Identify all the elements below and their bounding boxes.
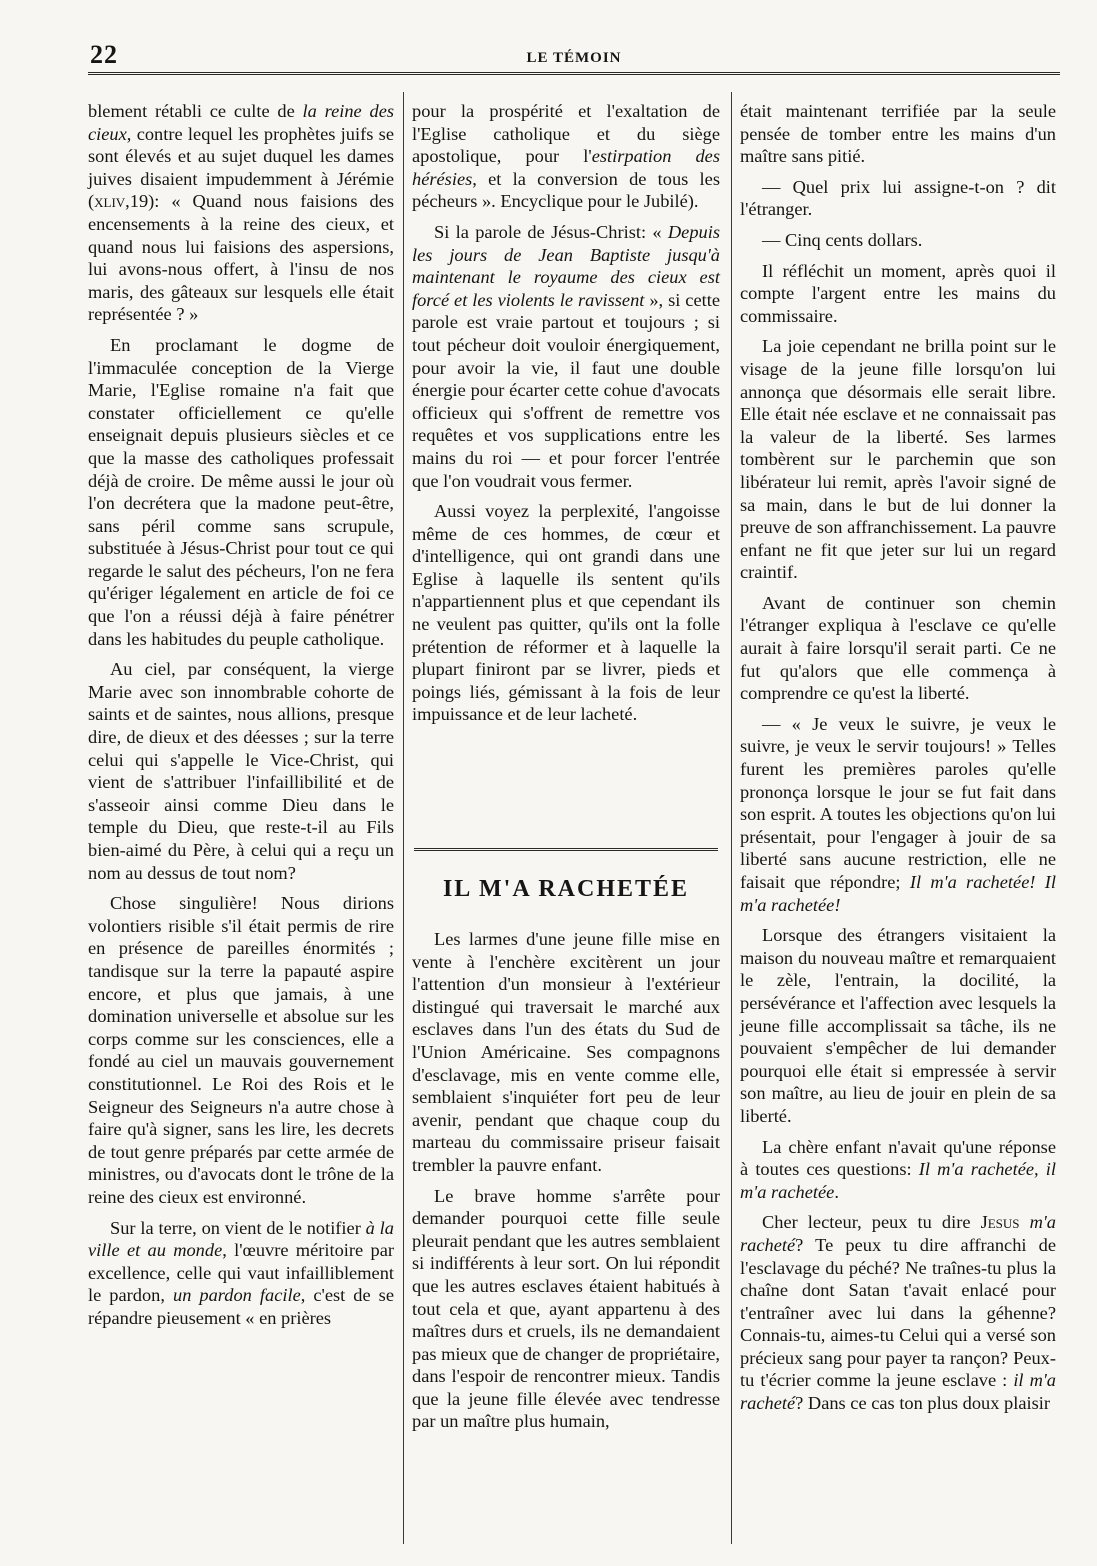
paragraph: Chose singulière! Nous dirions volontiers risible s'il était permis de rire en présence de pareilles énormités ; tandisque sur la terre la papauté aspire encore, et plus que jamais, à une domination universelle et absolue sur les corps comme sur les consciences, elle a fondé au ciel un mauvais gouvernement constitutionnel. Le Roi des Rois et le Seigneur des Seigneurs n'a autre chose à faire qu'à signer, sans les lire, les decrets de tout genre préparés par cette armée de ministres, ou d'avocats dont le trône de la reine des cieux est environné. — [88, 893, 394, 1207]
page-number: 22 — [90, 40, 118, 69]
paragraph: Avant de continuer son chemin l'étranger expliqua à l'esclave ce qu'elle aurait à faire lorsqu'il serait parti. Ce ne fut qu'alors que elle commença à comprendre ce qu'est la liberté. — [740, 592, 1056, 704]
paragraph: — Cinq cents dollars. — [762, 229, 923, 250]
paragraph: Lorsque des étrangers visitaient la maison du nouveau maître et remarquaient le zèle, l'entrain, la docilité, la persévérance et l'affection avec lesquels la jeune fille accomplissait sa tâche, ils ne pouvaient s'empêcher de lui demander pourquoi elle était si empressée à servir son maître, au lieu de jouir en plein de sa liberté. — [740, 925, 1056, 1126]
paragraph: Il réfléchit un moment, après quoi il compte l'argent entre les mains du commissaire. — [740, 260, 1056, 326]
section-title: IL M'A RACHETÉE — [442, 876, 690, 902]
paragraph: Aussi voyez la perplexité, l'angoisse même de ces hommes, de cœur et d'intelligence, qui ont grandi dans une Eglise à laquelle ils sentent qu'ils n'appartiennent plus et que cependant ils ne veulent pas quitter, qu'ils ont la folle prétention de réformer et à laquelle la plupart finiront par se livrer, pieds et poings liés, gémissant à la fois de leur impuissance et de leur lacheté. — [412, 501, 720, 725]
column-left — [88, 100, 394, 1329]
paragraph: Le brave homme s'arrête pour demander pourquoi cette fille seule pleurait pendant que les autres semblaient si indifférents à leur sort. On lui répondit que les autres esclaves étaient habitués à tout cela et que, ayant appartenu à des maîtres durs et cruels, ils ne demandaient pas mieux que de changer de propriétaire, dans l'espoir de rencontrer mieux. Tandis que la jeune fille élevée avec tendresse par un maître plus humain, — [412, 1185, 720, 1432]
paragraph: Sur la terre, on vient de le notifier à la ville et au monde, l'œuvre méritoire par excellence, celle qui vaut infailliblement le pardon, un pardon facile, c'est de se répandre pieusement « en prières — [88, 1217, 395, 1328]
paragraph: blement rétabli ce culte de la reine des cieux, contre lequel les prophètes juifs se sont élevés et au sujet duquel les dames juives disaient impudemment à Jérémie (xliv,19): « Quand nous faisions des encensements à la reine des cieux, et quand nous lui faisions des aspersions, lui avons-nous offert, à l'insu de nos maris, des gâteaux sur lesquels elle était représentée ? » — [88, 101, 395, 325]
paragraph: était maintenant terrifiée par la seule pensée de tomber entre les mains d'un maître sans pitié. — [740, 101, 1056, 167]
paragraph: La chère enfant n'avait qu'une réponse à toutes ces questions: Il m'a rachetée, il m'a rachetée. — [740, 1136, 1056, 1202]
header-rule — [88, 72, 1060, 75]
page-header — [90, 40, 1058, 68]
section-rule — [414, 848, 718, 851]
column-divider — [731, 92, 732, 1544]
paragraph: La joie cependant ne brilla point sur le visage de la jeune fille lorsqu'on lui annonça que désormais elle serait libre. Elle était née esclave et ne connaissait pas la valeur de la liberté. Ses larmes tombèrent sur le parchemin que son libérateur lui remit, après l'avoir signé de sa main, dans le but de lui donner la preuve de son affranchissement. La pauvre enfant ne fit que jeter sur lui un regard craintif. — [740, 336, 1056, 583]
paragraph: — « Je veux le suivre, je veux le suivre, je veux le servir toujours! » Telles furent les premières paroles qu'elle prononça lorsque le jour se fut fait dans son esprit. A toutes les objections qu'on lui présentait, pour l'engager à jouir de sa liberté sans aucune restriction, elle ne faisait que répondre; Il m'a rachetée! Il m'a rachetée! — [740, 713, 1057, 915]
column-right — [740, 100, 1056, 1415]
paragraph: pour la prospérité et l'exaltation de l'Eglise catholique et du siège apostolique, pour l'estirpation des hérésies, et la conversion de tous les pécheurs ». Encyclique pour le Jubilé). — [412, 101, 721, 212]
journal-title: LE TÉMOIN — [526, 50, 622, 66]
paragraph: Au ciel, par conséquent, la vierge Marie avec son innombrable cohorte de saints et de saintes, nous allions, presque dire, de dieux et des déesses ; sur la terre celui qui s'appelle le Vice-Christ, qui vient de s'attribuer l'infaillibilité et de s'asseoir ainsi comme Dieu dans le temple du Dieu, que reste-t-il au Fils bien-aimé du Père, à celui qui a reçu un nom au dessus de tout nom? — [88, 659, 394, 883]
column-middle-article — [412, 928, 720, 1433]
paragraph: Les larmes d'une jeune fille mise en vente à l'enchère excitèrent un jour l'attention d'un monsieur à l'extérieur distingué qui traversait le marché aux esclaves dans l'un des états du Sud de l'Union Américaine. Ses compagnons d'esclavage, mis en vente comme elle, semblaient s'inquiéter fort peu de leur avenir, pendant que chaque coup du marteau du commissaire priseur faisait trembler la pauvre enfant. — [412, 929, 720, 1175]
paragraph: Si la parole de Jésus-Christ: « Depuis les jours de Jean Baptiste jusqu'à maintenant le royaume des cieux est forcé et les violents le ravissent », si cette parole est vraie partout et toujours ; si tout pécheur doit vouloir énergiquement, pour avoir la vie, il faut une double énergie pour écarter cette cohue d'avocats officieux qui s'offrent de remettre vos requêtes et vos supplications entre les mains du roi — et pour forcer l'entrée que l'on voudrait vous fermer. — [412, 221, 720, 491]
column-middle — [412, 100, 720, 726]
paragraph: — Quel prix lui assigne-t-on ? dit l'étranger. — [740, 176, 1056, 220]
paragraph: En proclamant le dogme de l'immaculée conception de la Vierge Marie, l'Eglise romaine n'a fait que constater officiellement ce qu'elle enseignait depuis plusieurs siècles et ce que la masse des catholiques professait déjà de croire. De même aussi le jour où l'on decrétera que la madone peut-être, sans péril comme sans scrupule, substituée à Jésus-Christ pour tout ce qui regarde le salut des pécheurs, l'on ne fera qu'ériger légalement en article de foi ce que l'on a réussi déjà à faire pénétrer dans les habitudes du peuple catholique. — [88, 334, 394, 649]
column-divider — [403, 92, 404, 1544]
paragraph: Cher lecteur, peux tu dire Jesus m'a racheté? Te peux tu dire affranchi de l'esclavage du péché? Ne traînes-tu plus la chaîne dont Satan t'avait enlacé pour t'entraîner avec lui dans la géhenne? Connais-tu, aimes-tu Celui qui a versé son précieux sang pour payer ta rançon? Peux-tu t'écrier comme la jeune esclave : il m'a racheté? Dans ce cas ton plus doux plaisir — [740, 1212, 1056, 1414]
